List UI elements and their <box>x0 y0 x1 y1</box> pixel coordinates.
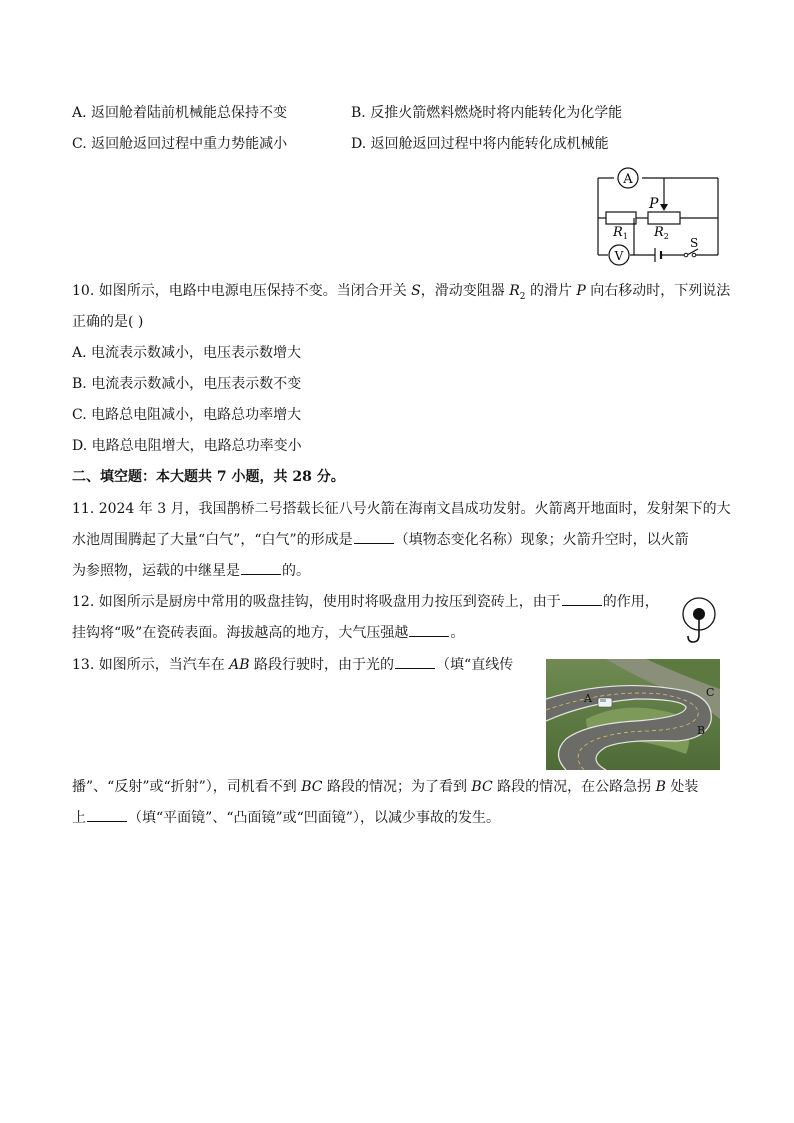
ammeter-label: A <box>623 172 633 187</box>
q10-option-b: B. 电流表示数减小，电压表示数不变 <box>72 376 302 392</box>
q9-option-d: D. 返回舱返回过程中将内能转化成机械能 <box>351 136 609 152</box>
q11-line3: 为参照物，运载的中继星是 的。 <box>72 563 310 579</box>
voltmeter-label: V <box>614 249 624 263</box>
switch-label: S <box>690 236 699 250</box>
q9-option-b: B. 反推火箭燃料燃烧时将内能转化为化学能 <box>351 105 623 121</box>
suction-hook-icon <box>679 595 719 647</box>
q10-stem-line2: 正确的是( ) <box>72 314 144 330</box>
answer-blank <box>395 656 435 669</box>
answer-blank <box>409 624 449 637</box>
q11-line2: 水池周围腾起了大量“白气”，“白气”的形成是 （填物态变化名称）现象；火箭升空时，以火箭 <box>72 532 689 548</box>
q13-line2: 播”、“反射”或“折射”），司机看不到 BC 路段的情况；为了看到 BC 路段的情况，在公路急拐 B 处装 <box>72 779 699 795</box>
q12-line2: 挂钩将“吸”在瓷砖表面。海拔越高的地方，大气压强越 。 <box>72 625 465 641</box>
answer-blank <box>241 562 281 575</box>
q11-line1: 11. 2024 年 3 月，我国鹊桥二号搭载长征八号火箭在海南文昌成功发射。火箭离开地面时，发射架下的大 <box>72 501 731 517</box>
photo-label-a: A <box>584 692 592 705</box>
slider-label: P <box>649 196 659 212</box>
photo-label-b: B <box>697 724 706 737</box>
r1-label: $R_1$ <box>613 225 628 241</box>
mountain-road-photo <box>546 659 720 770</box>
answer-blank <box>562 593 602 606</box>
q10-option-d: D. 电路总电阻增大，电路总功率变小 <box>72 438 302 454</box>
q9-option-c: C. 返回舱返回过程中重力势能减小 <box>72 136 288 152</box>
answer-blank <box>354 531 394 544</box>
photo-label-c: C <box>706 686 715 699</box>
q10-option-c: C. 电路总电阻减小，电路总功率增大 <box>72 407 302 423</box>
section-heading: 二、填空题：本大题共 7 小题，共 28 分。 <box>72 469 345 485</box>
q13-line3: 上 （填“平面镜”、“凸面镜”或“凹面镜”），以减少事故的发生。 <box>72 810 500 826</box>
q9-option-a: A. 返回舱着陆前机械能总保持不变 <box>72 105 288 121</box>
q10-stem-line1: 10. 如图所示，电路中电源电压保持不变。当闭合开关 S，滑动变阻器 $R_2$ 的滑片 P 向右移动时，下列说法 <box>72 283 731 302</box>
q10-option-a: A. 电流表示数减小，电压表示数增大 <box>72 345 302 361</box>
answer-blank <box>87 809 127 822</box>
circuit-diagram <box>590 163 725 271</box>
q13-line1: 13. 如图所示，当汽车在 AB 路段行驶时，由于光的 （填“直线传 <box>72 657 514 673</box>
q12-line1: 12. 如图所示是厨房中常用的吸盘挂钩，使用时将吸盘用力按压到瓷砖上，由于 的作用， <box>72 594 659 610</box>
r2-label: $R_2$ <box>654 225 669 241</box>
